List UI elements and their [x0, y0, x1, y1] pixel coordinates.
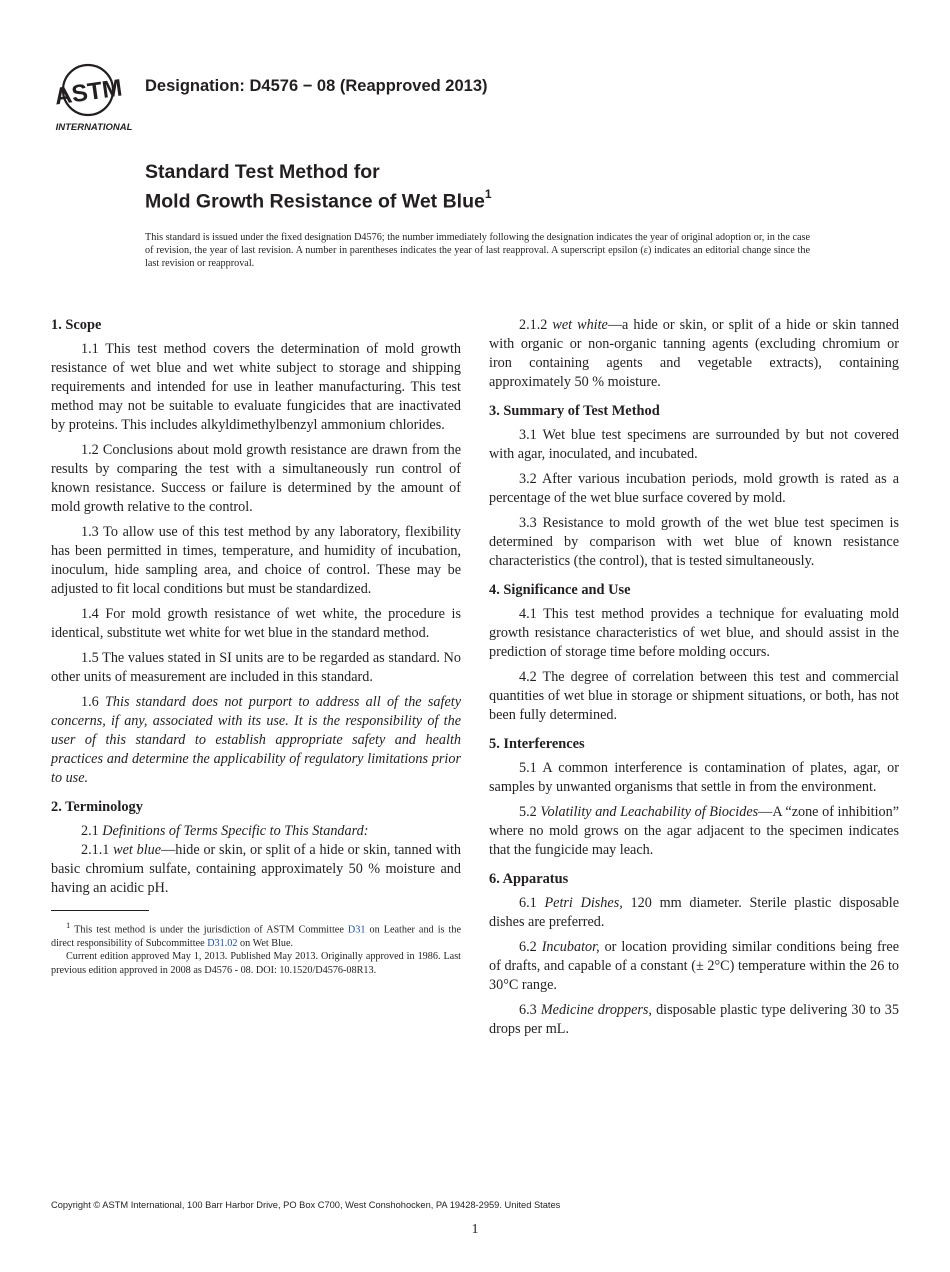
footnote: [51, 919, 461, 977]
paragraph-6-3: 6.3 Medicine droppers, disposable plastic type delivering 30 to 35 drops per mL.: [489, 1002, 899, 1037]
preamble: This standard is issued under the fixed designation D4576; the number immediately following the designation indicates the year of original adoption or, in the case of revision, the year of last revision. A number in parentheses indicates the year of last reapproval. A superscript epsilon (ε) indicates an editorial change since the last revision or reapproval.: [145, 232, 810, 269]
title-line-2: Mold Growth Resistance of Wet Blue$^1$: [145, 187, 492, 213]
svg-text:INTERNATIONAL: INTERNATIONAL: [55, 122, 133, 133]
left-column: [51, 316, 461, 977]
copyright-notice: Copyright © ASTM International, 100 Barr Harbor Drive, PO Box C700, West Conshohocken, PA 19428-2959. United States: [51, 1200, 561, 1210]
paragraph-6-1: 6.1 Petri Dishes, 120 mm diameter. Sterile plastic disposable dishes are preferred.: [489, 895, 899, 930]
paragraph-2-1: 2.1 Definitions of Terms Specific to This Standard:: [81, 823, 369, 839]
svg-text:ASTM: ASTM: [52, 74, 124, 111]
document-title: [145, 160, 492, 214]
section-heading-scope: 1. Scope: [51, 317, 102, 333]
paragraph-5-1: 5.1 A common interference is contamination of plates, agar, or samples by unwanted organisms that settle in from the environment.: [489, 760, 899, 795]
footnote-2: Current edition approved May 1, 2013. Published May 2013. Originally approved in 1986. Last previous edition approved in 2008 as D4576 - 08. DOI: 10.1520/D4576-08R13.: [51, 951, 461, 976]
right-column: [489, 316, 899, 1045]
paragraph-2-1-1: 2.1.1 wet blue—hide or skin, or split of a hide or skin, tanned with basic chromium sulfate, containing approximately 50 % moisture and having an acidic pH.: [51, 842, 461, 896]
section-heading-apparatus: 6. Apparatus: [489, 871, 569, 887]
paragraph-1-4: 1.4 For mold growth resistance of wet white, the procedure is identical, substitute wet white for wet blue in the standard method.: [51, 606, 461, 641]
title-line-1: Standard Test Method for: [145, 161, 380, 183]
footnote-rule: [51, 910, 149, 911]
paragraph-1-5: 1.5 The values stated in SI units are to be regarded as standard. No other units of measurement are included in this standard.: [51, 650, 461, 685]
paragraph-3-1: 3.1 Wet blue test specimens are surrounded by but not covered with agar, inoculated, and incubated.: [489, 427, 899, 462]
section-heading-terminology: 2. Terminology: [51, 799, 143, 815]
paragraph-3-3: 3.3 Resistance to mold growth of the wet blue test specimen is determined by comparison with wet blue of known resistance characteristics (the control), that is tested simultaneously.: [489, 515, 899, 569]
page-number: 1: [471, 1222, 479, 1237]
designation: Designation: D4576 − 08 (Reapproved 2013): [145, 77, 488, 95]
paragraph-1-3: 1.3 To allow use of this test method by any laboratory, flexibility has been permitted in times, temperature, and humidity of incubation, inoculum, hide sampling area, and choice of control. These may be adjusted to fit local conditions but must be standardized.: [51, 524, 462, 597]
paragraph-1-6: 1.6 This standard does not purport to address all of the safety concerns, if any, associated with its use. It is the responsibility of the user of this standard to establish appropriate safety and health practices and determine the applicability of regulatory limitations prior to use.: [51, 694, 461, 786]
paragraph-3-2: 3.2 After various incubation periods, mold growth is rated as a percentage of the wet blue surface covered by mold.: [489, 471, 899, 506]
footnote-1: $^1$ This test method is under the jurisdiction of ASTM Committee D31 on Leather and is the direct responsibility of Subcommittee D31.02 on Wet Blue.: [51, 920, 461, 949]
section-heading-interferences: 5. Interferences: [489, 736, 585, 752]
subcommittee-link[interactable]: D31.02: [207, 937, 238, 949]
paragraph-6-2: 6.2 Incubator, or location providing similar conditions being free of drafts, and capable of a constant (± 2°C) temperature within the 26 to 30°C range.: [489, 939, 899, 993]
paragraph-1-1: 1.1 This test method covers the determination of mold growth resistance of wet blue and wet white subject to storage and shipping requirements and intended for use in leather manufacturing. This test method may not be suitable to evaluate fungicides that are inactivated by proteins. This includes alkyldimethylbenzyl ammonium chlorides.: [51, 341, 462, 433]
paragraph-5-2: 5.2 Volatility and Leachability of Biocides—A “zone of inhibition” where no mold grows on the agar adjacent to the specimen indicates that the fungicide may leach.: [489, 804, 900, 858]
section-heading-significance: 4. Significance and Use: [489, 582, 631, 598]
committee-link[interactable]: D31: [347, 924, 366, 936]
paragraph-2-1-2: 2.1.2 wet white—a hide or skin, or split of a hide or skin tanned with organic or non-organic tanning agents (excluding chromium or iron containing agents and vegetable extracts), containing approximately 50 % moisture.: [489, 317, 899, 390]
title-footnote-mark: 1: [484, 187, 492, 201]
section-heading-summary: 3. Summary of Test Method: [489, 403, 660, 419]
paragraph-4-2: 4.2 The degree of correlation between this test and commercial quantities of wet blue in storage or shipment situations, or both, has not been fully determined.: [489, 669, 899, 723]
paragraph-1-2: 1.2 Conclusions about mold growth resistance are drawn from the results by comparing the test with a simultaneously run control of known resistance. Success or failure is determined by the amount of mold growth relative to the control.: [51, 442, 462, 515]
paragraph-4-1: 4.1 This test method provides a technique for evaluating mold growth resistance characteristics of wet blue, and should assist in the prediction of storage time before molding occurs.: [489, 606, 899, 660]
astm-logo: [52, 60, 136, 134]
